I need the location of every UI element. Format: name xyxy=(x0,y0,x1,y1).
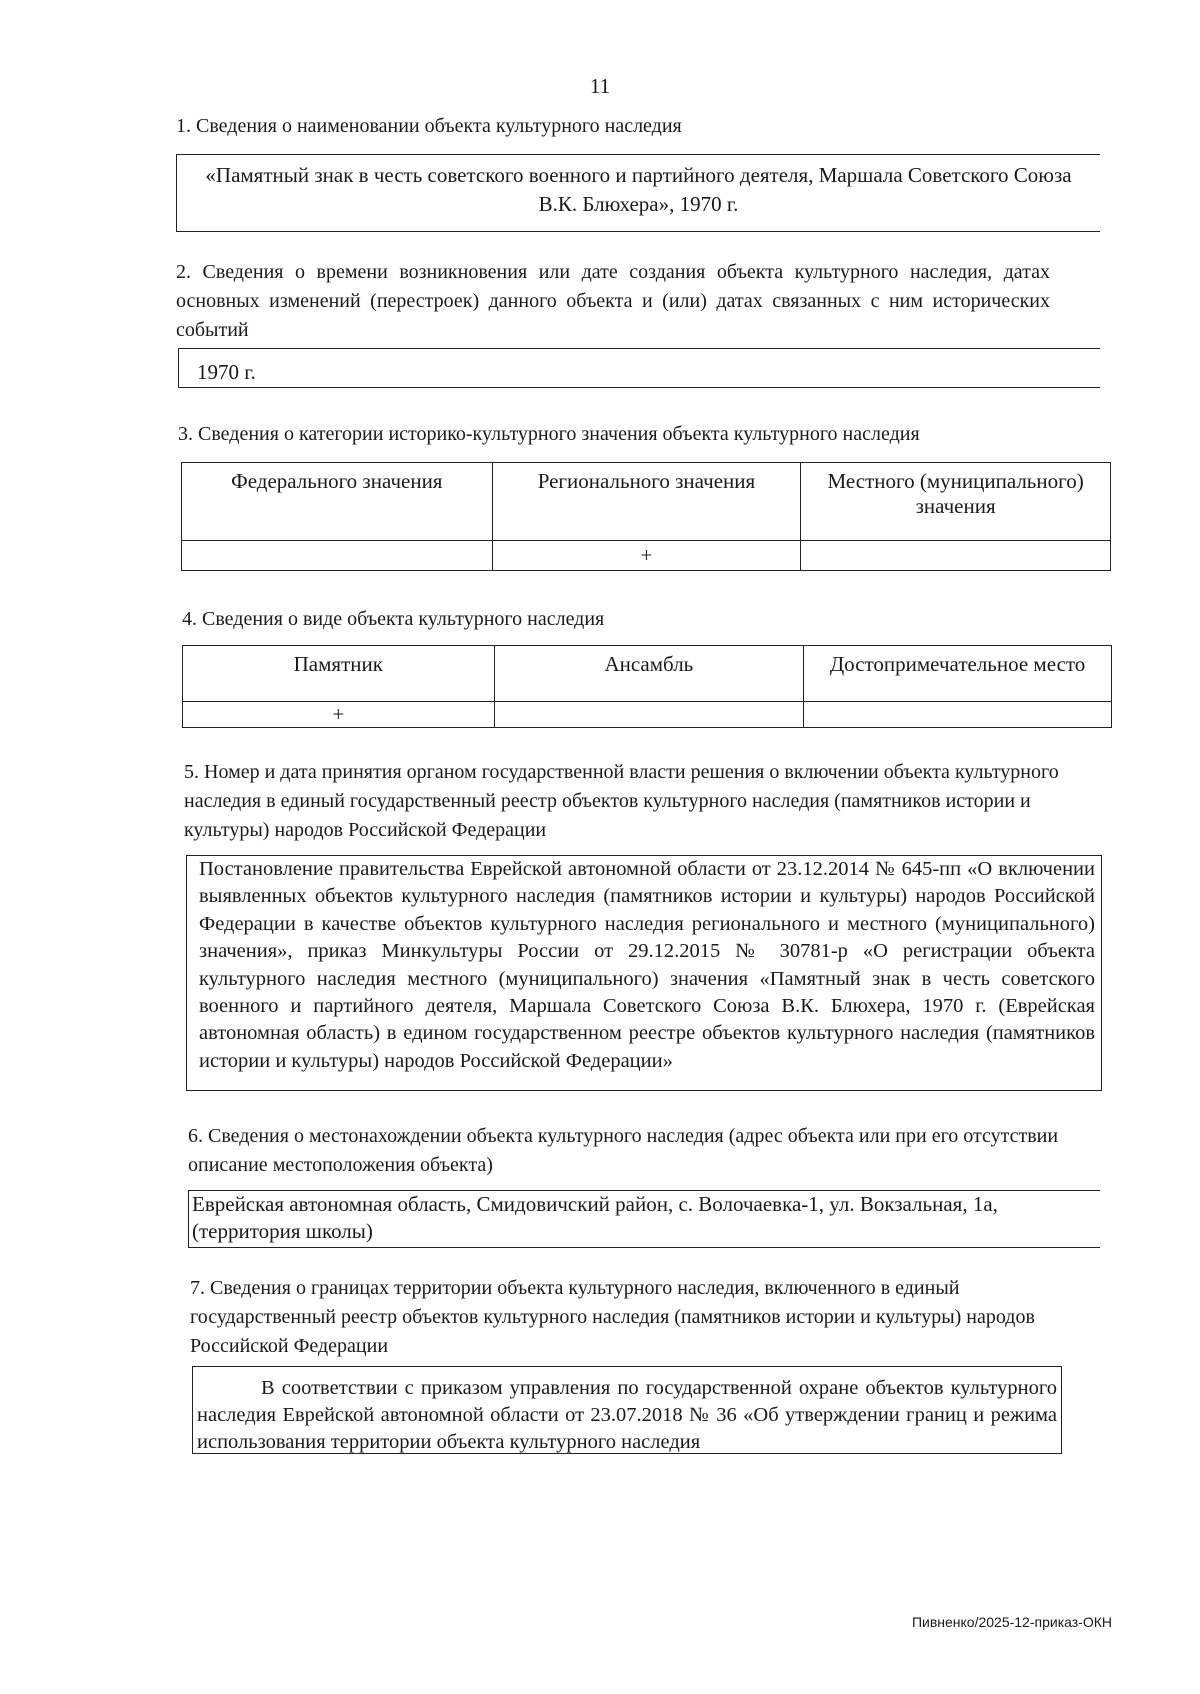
section-1-heading: 1. Сведения о наименовании объекта культурного наследия xyxy=(176,115,682,137)
section-5-heading: 5. Номер и дата принятия органом государственной власти решения о включении объекта культурного наследия в единый государственный реестр объектов культурного наследия (памятников истории и культуры) народов Российской Федерации xyxy=(184,761,1059,841)
type-table xyxy=(182,645,1112,728)
section-1-value: «Памятный знак в честь советского военного и партийного деятеля, Маршала Советского Союза В.К. Блюхера», 1970 г. xyxy=(176,154,1100,232)
category-regional-header: Регионального значения xyxy=(492,463,801,541)
section-7-value: В соответствии с приказом управления по государственной охране объектов культурного наследия Еврейской автономной области от 23.07.2018 № 36 «Об утверждении границ и режима использования территории объекта культурного наследия xyxy=(192,1366,1062,1454)
type-ensemble-mark xyxy=(494,702,804,728)
type-monument-header: Памятник xyxy=(183,646,495,702)
section-7-heading: 7. Сведения о границах территории объекта культурного наследия, включенного в единый государственный реестр объектов культурного наследия (памятников истории и культуры) народов Российской Федерации xyxy=(190,1277,1035,1357)
type-landmark-mark xyxy=(804,702,1112,728)
section-5-value: Постановление правительства Еврейской автономной области от 23.12.2014 № 645-пп «О включении выявленных объектов культурного наследия (памятников истории и культуры) народов Российской Федерации в качестве объектов культурного наследия регионального и местного (муниципального) значения», приказ Минкультуры России от 29.12.2015 № 30781-р «О регистрации объекта культурного наследия местного (муниципального) значения «Памятный знак в честь советского военного и партийного деятеля, Маршала Советского Союза В.К. Блюхера, 1970 г. (Еврейская автономная область) в едином государственном реестре объектов культурного наследия (памятников истории и культуры) народов Российской Федерации» xyxy=(186,855,1102,1091)
type-monument-mark: + xyxy=(183,702,495,728)
category-regional-mark: + xyxy=(492,541,801,571)
category-local-header: Местного (муниципального) значения xyxy=(801,463,1111,541)
section-6-heading: 6. Сведения о местонахождении объекта культурного наследия (адрес объекта или при его отсутствии описание местоположения объекта) xyxy=(188,1125,1059,1176)
category-federal-mark xyxy=(182,541,493,571)
section-3-heading: 3. Сведения о категории историко-культурного значения объекта культурного наследия xyxy=(178,423,920,445)
section-4-heading: 4. Сведения о виде объекта культурного наследия xyxy=(182,608,605,630)
section-2-value: 1970 г. xyxy=(178,348,1100,388)
category-table xyxy=(181,462,1111,571)
document-footer-code: Пивненко/2025-12-приказ-ОКН xyxy=(911,1614,1112,1630)
type-landmark-header: Достопримечательное место xyxy=(804,646,1112,702)
category-federal-header: Федерального значения xyxy=(182,463,493,541)
page-number: 11 xyxy=(589,74,611,98)
section-6-value: Еврейская автономная область, Смидовичский район, с. Волочаевка-1, ул. Вокзальная, 1а, (территория школы) xyxy=(188,1190,1100,1248)
category-local-mark xyxy=(801,541,1111,571)
type-ensemble-header: Ансамбль xyxy=(494,646,804,702)
section-2-heading: 2. Сведения о времени возникновения или дате создания объекта культурного наследия, датах основных изменений (перестроек) данного объекта и (или) датах связанных с ним исторических событий xyxy=(176,261,1050,341)
